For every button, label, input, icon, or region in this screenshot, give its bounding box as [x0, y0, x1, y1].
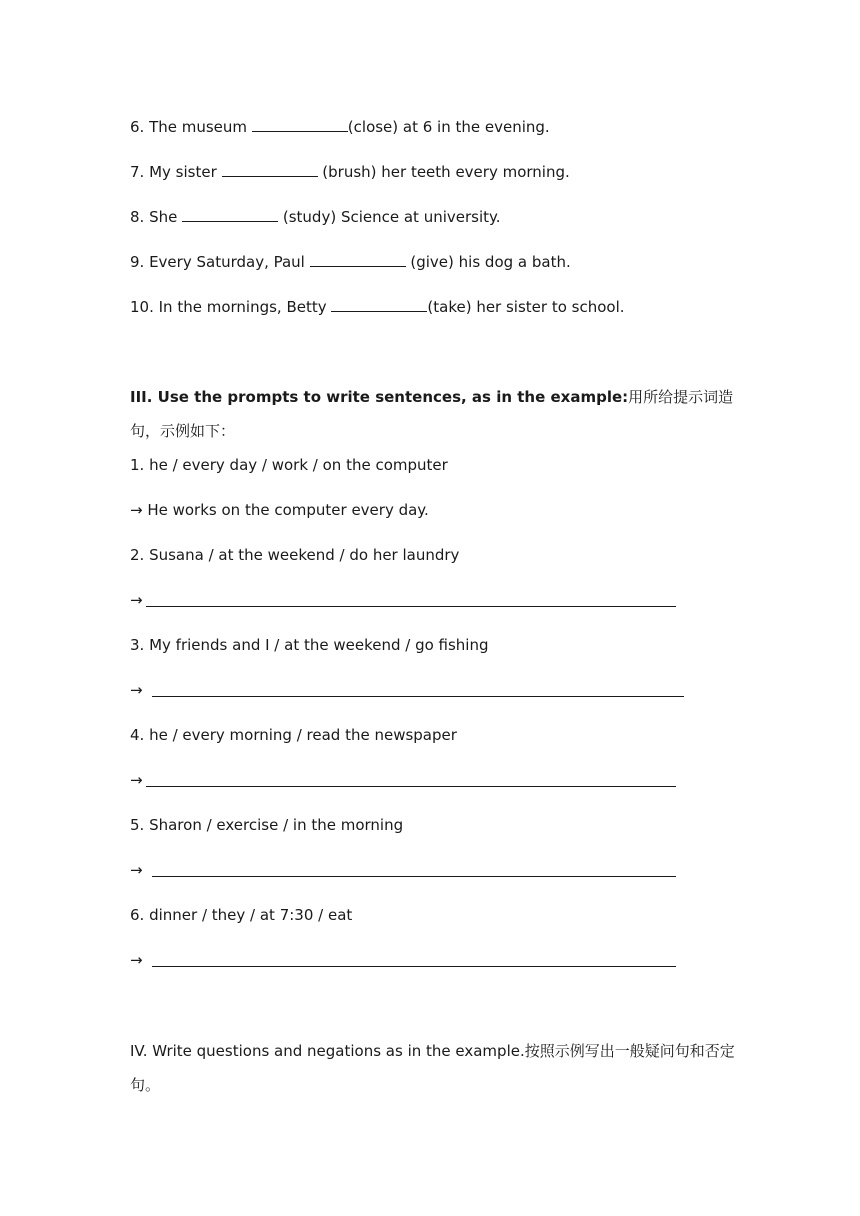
- item-text: 10. In the mornings, Betty: [130, 298, 332, 316]
- fill-blank-item-7: [130, 162, 570, 182]
- answer-blank[interactable]: [331, 297, 427, 312]
- prompt-4: 4. he / every morning / read the newspaper: [130, 726, 457, 744]
- answer-line-4[interactable]: [146, 786, 676, 787]
- answer-blank[interactable]: [310, 252, 406, 267]
- answer-arrow: →: [130, 681, 143, 699]
- answer-arrow: →: [130, 951, 143, 969]
- heading-instruction-cn: 用所给提示词造句，示例如下：: [130, 388, 734, 440]
- answer-arrow: →: [130, 771, 143, 789]
- fill-blank-item-6: [130, 117, 550, 137]
- answer-blank[interactable]: [182, 207, 278, 222]
- item-text: (give) his dog a bath.: [405, 253, 571, 271]
- fill-blank-item-8: [130, 207, 501, 227]
- answer-arrow: →: [130, 861, 143, 879]
- answer-blank[interactable]: [252, 117, 348, 132]
- item-text: 9. Every Saturday, Paul: [130, 253, 310, 271]
- prompt-5: 5. Sharon / exercise / in the morning: [130, 816, 404, 834]
- answer-blank[interactable]: [222, 162, 318, 177]
- item-text: (brush) her teeth every morning.: [317, 163, 570, 181]
- item-text: 8. She: [130, 208, 183, 226]
- heading-instruction: III. Use the prompts to write sentences, as in the example:: [130, 388, 629, 406]
- prompt-2: 2. Susana / at the weekend / do her laundry: [130, 546, 460, 564]
- item-text: (take) her sister to school.: [427, 298, 625, 316]
- item-text: (study) Science at university.: [278, 208, 501, 226]
- item-text: (close) at 6 in the evening.: [347, 118, 550, 136]
- item-text: 7. My sister: [130, 163, 222, 181]
- prompt-6: 6. dinner / they / at 7:30 / eat: [130, 906, 353, 924]
- section-iv-heading: [130, 1034, 735, 1102]
- answer-line-2[interactable]: [146, 606, 676, 607]
- answer-line-3[interactable]: [152, 696, 684, 697]
- answer-line-5[interactable]: [152, 876, 676, 877]
- example-prompt: 1. he / every day / work / on the computer: [130, 456, 448, 474]
- section-iii-heading: [130, 380, 735, 448]
- example-answer: → He works on the computer every day.: [130, 501, 429, 519]
- prompt-3: 3. My friends and I / at the weekend / go fishing: [130, 636, 489, 654]
- answer-line-6[interactable]: [152, 966, 676, 967]
- fill-blank-item-9: [130, 252, 571, 272]
- heading-instruction: IV. Write questions and negations as in the example.: [130, 1042, 525, 1060]
- item-text: 6. The museum: [130, 118, 252, 136]
- heading-instruction-cn: 按照示例写出一般疑问句和否定句。: [130, 1042, 735, 1094]
- answer-arrow: →: [130, 591, 143, 609]
- fill-blank-item-10: [130, 297, 625, 317]
